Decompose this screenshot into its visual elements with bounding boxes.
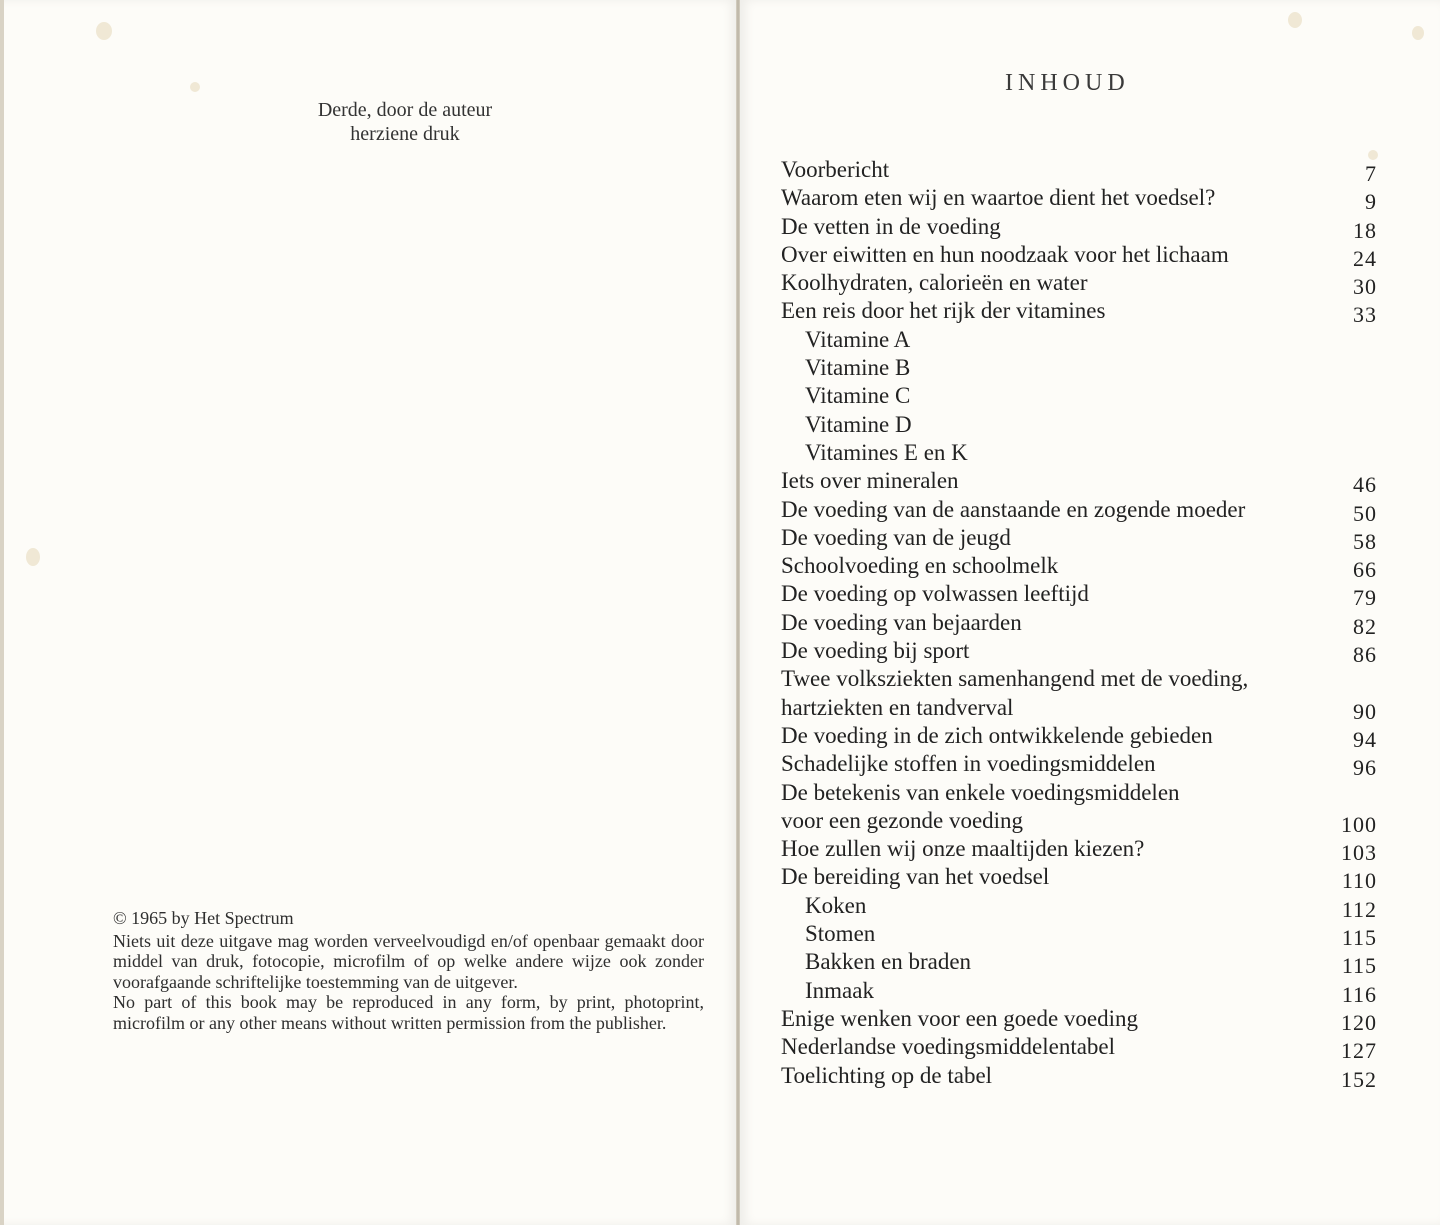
toc-entry-title: voor een gezonde voeding	[781, 807, 1024, 833]
edition-line-1: Derde, door de auteur	[317, 99, 493, 121]
toc-entry	[781, 722, 1377, 750]
toc-entry	[781, 977, 1377, 1005]
toc-entry	[781, 354, 1377, 382]
toc-entry-title: Koolhydraten, calorieën en water	[781, 270, 1088, 296]
toc-entry-page: 46	[1353, 472, 1377, 498]
toc-entry	[781, 552, 1377, 583]
toc-entry	[781, 863, 1377, 894]
toc-entry-page: 100	[1341, 811, 1377, 837]
paper-stain	[1412, 26, 1424, 40]
toc-entry	[781, 637, 1377, 668]
toc-entry-title: Voorbericht	[781, 157, 890, 182]
paper-stain	[190, 82, 200, 92]
toc-entry	[781, 382, 1377, 410]
toc-entry-title: Stomen	[805, 921, 876, 947]
toc-entry-page: 152	[1341, 1066, 1377, 1092]
toc-entry	[781, 1033, 1377, 1064]
toc-entry-title: De voeding in de zich ontwikkelende gebieden	[781, 722, 1213, 748]
toc-entry	[781, 241, 1377, 269]
toc-entry-page: 24	[1353, 245, 1377, 271]
toc-entry-page: 30	[1353, 274, 1377, 300]
toc-entry-title: De voeding bij sport	[781, 638, 970, 664]
toc-entry-title: De vetten in de voeding	[781, 213, 1001, 239]
copyright-block	[113, 908, 704, 1033]
toc-entry	[781, 156, 1377, 184]
toc-entry-title: Enige wenken voor een goede voeding	[781, 1005, 1139, 1031]
toc-entry-page: 116	[1341, 981, 1377, 1007]
page-edge	[0, 0, 4, 1225]
toc-entry-page: 127	[1341, 1038, 1377, 1064]
toc-title: INHOUD	[1005, 70, 1130, 96]
toc-entry-title: Waarom eten wij en waartoe dient het voedsel?	[781, 185, 1216, 211]
toc-entry-title: De voeding van bejaarden	[781, 609, 1022, 635]
toc-entry	[781, 665, 1377, 693]
toc-entry-title: Nederlandse voedingsmiddelentabel	[781, 1034, 1116, 1060]
toc-entry	[781, 439, 1377, 467]
toc-entry-title: Schadelijke stoffen in voedingsmiddelen	[781, 751, 1156, 777]
toc-entry	[781, 750, 1377, 781]
toc-entry	[781, 779, 1377, 807]
toc-entry-page: 9	[1365, 189, 1377, 215]
toc-entry	[781, 948, 1377, 979]
toc-entry	[781, 1005, 1377, 1033]
toc-entry-page: 120	[1341, 1009, 1377, 1035]
toc-entry-title: Twee volksziekten samenhangend met de voeding,	[781, 666, 1249, 692]
toc-entry-title: Inmaak	[805, 977, 874, 1003]
toc-entry	[781, 297, 1377, 328]
toc-entry	[781, 835, 1377, 866]
toc-entry-page: 103	[1341, 840, 1377, 866]
toc-entry-page: 33	[1353, 302, 1377, 328]
copyright-dutch-text: Niets uit deze uitgave mag worden verveelvoudigd en/of openbaar gemaakt door middel van druk, fotocopie, microfilm of op welke andere wijze ook zonder voorafgaande schriftelijke toestemming van de uitgever.	[113, 930, 704, 992]
paper-stain	[1288, 12, 1302, 28]
paper-stain	[26, 548, 40, 566]
toc-entry-page: 50	[1353, 500, 1377, 526]
toc-entry-page: 96	[1353, 755, 1377, 781]
table-of-contents	[781, 156, 1377, 1090]
toc-entry-title: Vitamine A	[805, 326, 911, 352]
toc-entry	[781, 807, 1377, 835]
toc-entry	[781, 326, 1377, 354]
toc-entry-page: 112	[1341, 896, 1377, 922]
paper-stain	[96, 22, 112, 40]
toc-entry-page: 66	[1353, 557, 1377, 583]
copyright-line: © 1965 by Het Spectrum	[113, 908, 294, 928]
toc-entry-title: De voeding van de aanstaande en zogende moeder	[781, 496, 1246, 522]
toc-entry	[781, 1062, 1377, 1090]
toc-entry-page: 79	[1353, 585, 1377, 611]
toc-entry	[781, 524, 1377, 552]
toc-entry	[781, 213, 1377, 241]
toc-entry-page: 82	[1353, 613, 1377, 639]
toc-entry-page: 18	[1353, 217, 1377, 243]
toc-entry-page: 86	[1353, 642, 1377, 668]
toc-entry	[781, 920, 1377, 951]
toc-entry-title: Vitamine D	[805, 411, 912, 437]
toc-entry-title: De voeding van de jeugd	[781, 524, 1011, 550]
toc-entry	[781, 411, 1377, 439]
toc-entry-title: Bakken en braden	[805, 949, 972, 975]
toc-entry	[781, 694, 1377, 722]
toc-entry-title: Iets over mineralen	[781, 468, 959, 494]
toc-entry	[781, 496, 1377, 524]
toc-entry-page: 94	[1353, 726, 1377, 752]
edition-note	[270, 98, 540, 146]
toc-entry	[781, 609, 1377, 637]
toc-entry-page: 115	[1341, 953, 1377, 979]
toc-entry-title: Vitamine B	[805, 355, 911, 381]
toc-entry	[781, 184, 1377, 215]
toc-entry-title: Vitamines E en K	[805, 439, 968, 465]
toc-entry-title: Over eiwitten en hun noodzaak voor het lichaam	[781, 241, 1229, 267]
toc-entry-title: Vitamine C	[805, 383, 911, 409]
copyright-english-text: No part of this book may be reproduced in any form, by print, photoprint, microfilm or any other means without written permission from the publisher.	[113, 992, 704, 1033]
toc-entry-title: Hoe zullen wij onze maaltijden kiezen?	[781, 836, 1145, 862]
toc-entry-title: hartziekten en tandverval	[781, 694, 1014, 720]
toc-entry-title: De voeding op volwassen leeftijd	[781, 581, 1089, 607]
toc-entry	[781, 892, 1377, 920]
toc-entry-title: Een reis door het rijk der vitamines	[781, 298, 1106, 324]
toc-entry-page: 115	[1341, 925, 1377, 951]
toc-entry-title: Schoolvoeding en schoolmelk	[781, 553, 1059, 579]
toc-entry-page: 90	[1353, 698, 1377, 724]
toc-entry-title: De bereiding van het voedsel	[781, 864, 1050, 890]
toc-entry-title: De betekenis van enkele voedingsmiddelen	[781, 779, 1180, 805]
toc-entry	[781, 269, 1377, 300]
edition-line-2: herziene druk	[350, 123, 460, 145]
toc-entry	[781, 580, 1377, 611]
toc-entry	[781, 467, 1377, 498]
toc-entry-page: 58	[1353, 528, 1377, 554]
toc-entry-title: Toelichting op de tabel	[781, 1062, 993, 1088]
toc-entry-page: 110	[1341, 868, 1377, 894]
toc-entry-title: Koken	[805, 892, 867, 918]
toc-entry-page: 7	[1365, 161, 1377, 186]
